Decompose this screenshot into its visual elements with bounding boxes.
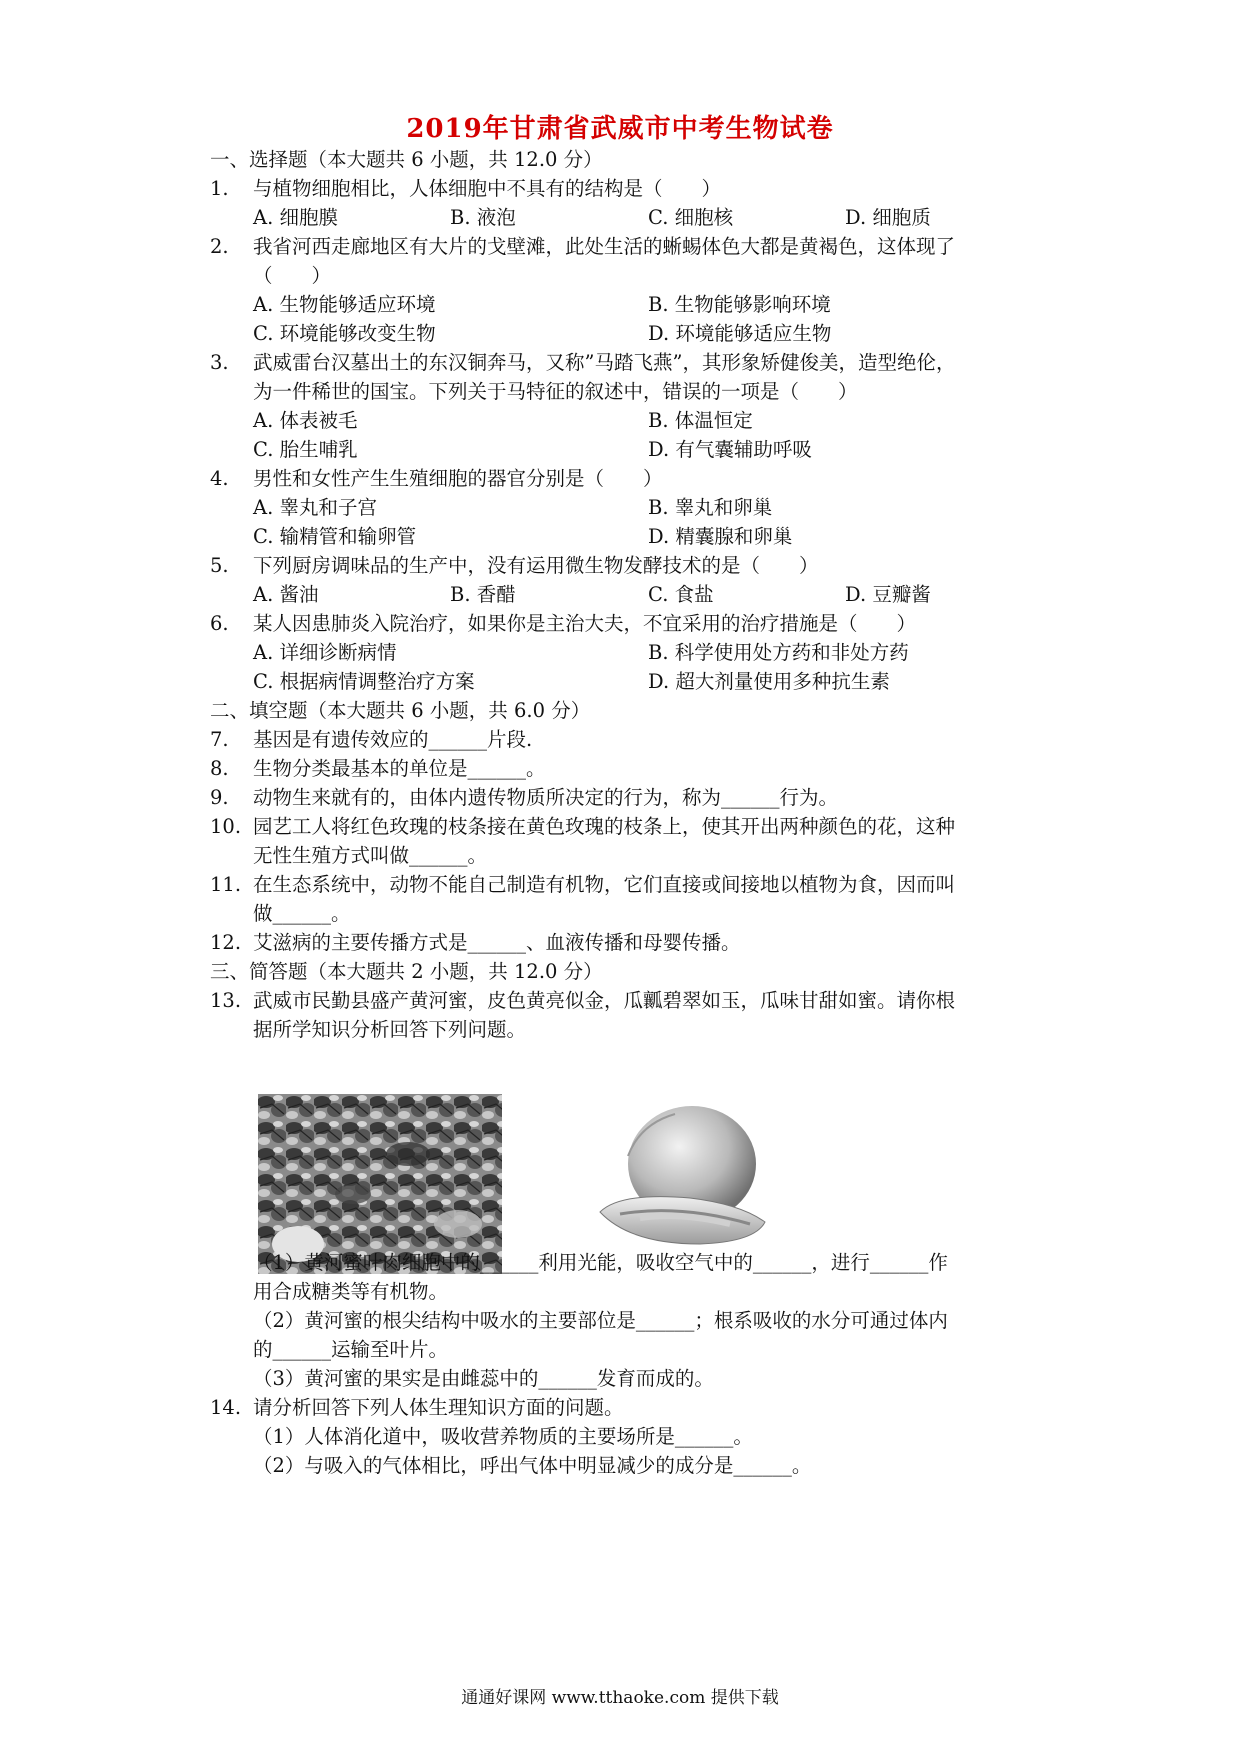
question-text: 在生态系统中，动物不能自己制造有机物，它们直接或间接地以植物为食，因而叫 [253,873,956,896]
question-number: 7. [210,728,229,751]
question-text: 与植物细胞相比，人体细胞中不具有的结构是（ ） [253,177,722,200]
option-c: C. 胎生哺乳 [253,438,358,461]
option-a: A. 睾丸和子宫 [253,496,377,519]
page-footer: 通通好课网 www.tthaoke.com 提供下载 [461,1688,779,1708]
option-d: D. 精囊腺和卵巢 [648,525,793,548]
question-text: 艾滋病的主要传播方式是______、血液传播和母婴传播。 [253,931,741,954]
question-text: 某人因患肺炎入院治疗，如果你是主治大夫，不宜采用的治疗措施是（ ） [253,612,917,635]
sub-question-2: （2）黄河蜜的根尖结构中吸水的主要部位是______；根系吸收的水分可通过体内 [253,1309,948,1332]
option-b: B. 体温恒定 [648,409,753,432]
question-number: 14. [210,1396,242,1419]
option-b: B. 液泡 [450,206,516,229]
question-number: 3. [210,351,229,374]
option-b: B. 睾丸和卵巢 [648,496,773,519]
option-b: B. 生物能够影响环境 [648,293,831,316]
question-number: 5. [210,554,229,577]
question-text: 我省河西走廊地区有大片的戈壁滩，此处生活的蜥蜴体色大都是黄褐色，这体现了 [253,235,956,258]
option-a: A. 细胞膜 [253,206,338,229]
question-text: 动物生来就有的，由体内遗传物质所决定的行为，称为______行为。 [253,786,839,809]
option-d: D. 有气囊辅助呼吸 [648,438,812,461]
question-text: 下列厨房调味品的生产中，没有运用微生物发酵技术的是（ ） [253,554,819,577]
question-number: 9. [210,786,229,809]
melon-photo [580,1094,790,1274]
sub-question-1: （1）黄河蜜叶肉细胞中的______利用光能，吸收空气中的______，进行______作 [253,1251,948,1274]
question-text: （ ） [253,264,332,287]
option-a: A. 酱油 [253,583,319,606]
sub-question-1: （1）人体消化道中，吸收营养物质的主要场所是______。 [253,1425,753,1448]
question-number: 2. [210,235,229,258]
option-c: C. 细胞核 [648,206,734,229]
question-text: 生物分类最基本的单位是______。 [253,757,546,780]
option-c: C. 输精管和输卵管 [253,525,417,548]
question-number: 1. [210,177,229,200]
page-title: 2019年甘肃省武威市中考生物试卷 [406,114,834,144]
question-text: 园艺工人将红色玫瑰的枝条接在黄色玫瑰的枝条上，使其开出两种颜色的花，这种 [253,815,956,838]
option-c: C. 环境能够改变生物 [253,322,436,345]
option-a: A. 生物能够适应环境 [253,293,436,316]
question-text: 男性和女性产生生殖细胞的器官分别是（ ） [253,467,663,490]
option-b: B. 科学使用处方药和非处方药 [648,641,909,664]
option-a: A. 体表被毛 [253,409,358,432]
question-text: 做______。 [253,902,351,925]
question-number: 12. [210,931,242,954]
question-text: 无性生殖方式叫做______。 [253,844,488,867]
section-heading-fill: 二、填空题（本大题共 6 小题，共 6.0 分） [210,699,591,722]
section-heading-choice: 一、选择题（本大题共 6 小题，共 12.0 分） [210,148,603,171]
section-heading-short-answer: 三、简答题（本大题共 2 小题，共 12.0 分） [210,960,603,983]
question-text: 基因是有遗传效应的______片段. [253,728,533,751]
question-number: 8. [210,757,229,780]
question-number: 4. [210,467,229,490]
option-d: D. 环境能够适应生物 [648,322,832,345]
question-number: 10. [210,815,242,838]
option-b: B. 香醋 [450,583,516,606]
sub-question-2-cont: 的______运输至叶片。 [253,1338,449,1361]
option-c: C. 食盐 [648,583,714,606]
option-c: C. 根据病情调整治疗方案 [253,670,475,693]
sub-question-3: （3）黄河蜜的果实是由雌蕊中的______发育而成的。 [253,1367,714,1390]
question-text: 为一件稀世的国宝。下列关于马特征的叙述中，错误的一项是（ ） [253,380,858,403]
question-text: 武威雷台汉墓出土的东汉铜奔马，又称”马踏飞燕”，其形象矫健俊美，造型绝伦， [253,351,956,374]
option-d: D. 豆瓣酱 [845,583,931,606]
melon-field-photo [258,1094,502,1274]
question-number: 11. [210,873,242,896]
sub-question-2: （2）与吸入的气体相比，呼出气体中明显减少的成分是______。 [253,1454,812,1477]
option-d: D. 超大剂量使用多种抗生素 [648,670,890,693]
question-text: 请分析回答下列人体生理知识方面的问题。 [253,1396,624,1419]
question-number: 6. [210,612,229,635]
question-text: 据所学知识分析回答下列问题。 [253,1018,527,1041]
option-a: A. 详细诊断病情 [253,641,397,664]
option-d: D. 细胞质 [845,206,931,229]
sub-question-1-cont: 用合成糖类等有机物。 [253,1280,449,1303]
question-text: 武威市民勤县盛产黄河蜜，皮色黄亮似金，瓜瓤碧翠如玉，瓜味甘甜如蜜。请你根 [253,989,956,1012]
question-number: 13. [210,989,242,1012]
